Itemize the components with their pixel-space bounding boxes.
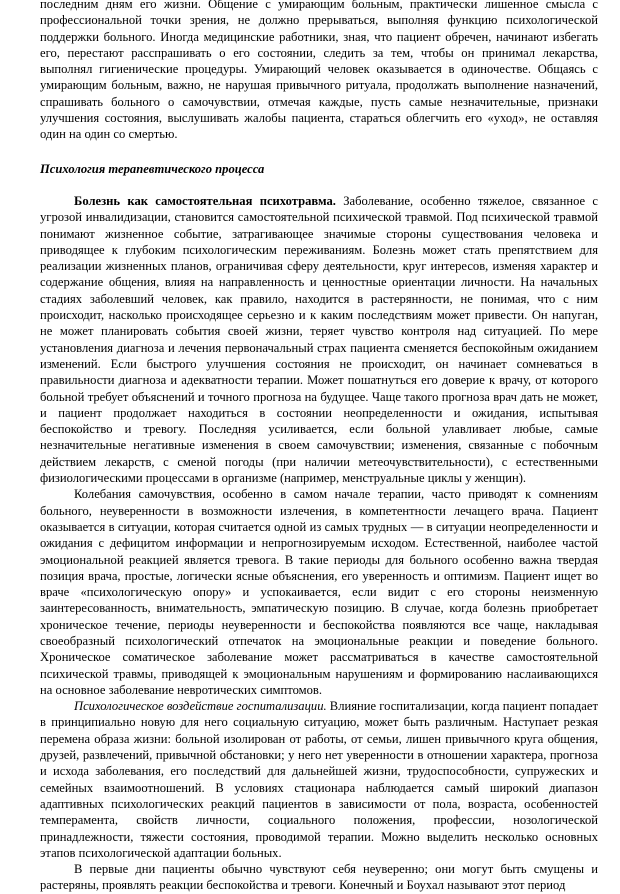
section-heading: Психология терапевтического процесса: [40, 161, 265, 176]
paragraph-dying-patient: последним дням его жизни. Общение с умирающим больным, практически лишенное смысла с профессиональной точки зрения, не должно прерываться, выполняя функцию психологической поддержки больного. Иногда медицинские работники, зная, что пациент обречен, начинают избегать его, перестают расспрашивать о его состоянии, следить за тем, чтобы он принимал лекарства, выполнял гигиенические процедуры. Умирающий человек оказывается в одиночестве. Общаясь с умирающим больным, важно, не нарушая привычного ритуала, продолжать выполнение назначений, спрашивать больного о самочувствии, отмечая каждые, пусть самые незначительные, признаки улучшения состояния, выслушивать жалобы пациента, стараться облегчить его «уход», не оставляя один на один со смертью.: [40, 0, 598, 142]
paragraph-illness-psychotrauma: [40, 193, 598, 486]
paragraph-wellbeing-fluctuation: Колебания самочувствия, особенно в самом начале терапии, часто приводят к сомнениям больного, неуверенности в возможности излечения, в компетентности лечащего врача. Пациент оказывается в ситуации, которая считается одной из самых трудных — в ситуации неопределенности и ожидания с дефицитом информации и непрогнозируемым исходом. Естественной, наиболее частой эмоциональной реакцией является тревога. В такие периоды для больного особенно важна твердая позиция врача, простые, логически ясные объяснения, его уверенность и оптимизм. Пациент ищет во враче «психологическую опору» и успокаивается, если видит с его стороны неизменную заинтересованность, внимательность, эмпатическую позицию. В случае, когда болезнь приобретает хроническое течение, периоды неуверенности и беспокойства появляются все чаще, накладывая своеобразный психологический отпечаток на эмоциональные реакции и поведение больного. Хроническое соматическое заболевание может рассматриваться в качестве самостоятельной психической травмы, приводящей к эмоциональным нарушениям и формированию наслаивающихся на основное заболевание невротических симптомов.: [40, 487, 598, 697]
paragraph-body: Заболевание, особенно тяжелое, связанное с угрозой инвалидизации, становится самостоятельной психической травмой. Под психической травмой понимают жизненное событие, затрагивающее значимые стороны существования человека и приводящее к глубоким психологическим переживаниям. Болезнь может стать препятствием для реализации жизненных планов, ограничивая сферу деятельности, круг интересов, изменяя характер и содержание общения, влияя на направленность и ценностные ориентации личности. На начальных стадиях заболевший человек, как правило, находится в растерянности, не понимая, что с ним происходит, насколько происходящее серьезно и к каким последствиям может привести. Он напуган, не может планировать события своей жизни, теряет чувство контроля над ситуацией. По мере установления диагноза и лечения первоначальный страх пациента сменяется беспокойным ожиданием изменений. Если быстрого улучшения состояния не происходит, он начинает сомневаться в правильности диагноза и адекватности терапии. Может пошатнуться его доверие к врачу, от которого больной требует объяснений и точного прогноза на будущее. Чаще такого прогноза врач дать не может, и пациент продолжает находиться в состоянии неопределенности и ожидания, испытывая беспокойство и тревогу. Последняя усиливается, если больной улавливает любые, самые незначительные негативные изменения в своем самочувствии; изменения, связанные с побочным действием лекарств, с сменой погоды (при наличии метеочувствительности), с естественными физиологическими процессами в организме (например, менструальные циклы у женщин).: [40, 193, 598, 486]
paragraph-body: Влияние госпитализации, когда пациент попадает в принципиально новую для него социальную ситуацию, может быть различным. Наступает резкая перемена образа жизни: больной изолирован от работы, от семьи, лишен привычного круга общения, друзей, развлечений, привычной обстановки; у него нет уверенности в отношении характера, прогноза и исхода заболевания, его последствий для дальнейшей жизни, трудоспособности, супружеских и семейных взаимоотношений. В условиях стационара наблюдается самый широкий диапазон адаптивных психологических реакций пациентов в зависимости от пола, возраста, особенностей темперамента, свойств личности, социального положения, профессии, нозологической принадлежности, тяжести состояния, проводимой терапии. Можно выделить несколько основных этапов психологической адаптации больных.: [40, 699, 598, 860]
paragraph-lead-italic: Психологическое воздействие госпитализации.: [74, 699, 327, 714]
paragraph-hospitalization: [40, 698, 598, 861]
paragraph-lead-bold: Болезнь как самостоятельная психотравма.: [74, 193, 336, 208]
paragraph-first-days: В первые дни пациенты обычно чувствуют себя неуверенно; они могут быть смущены и растеряны, проявлять реакции беспокойства и тревоги. Конечный и Боухал называют этот период: [40, 862, 598, 893]
